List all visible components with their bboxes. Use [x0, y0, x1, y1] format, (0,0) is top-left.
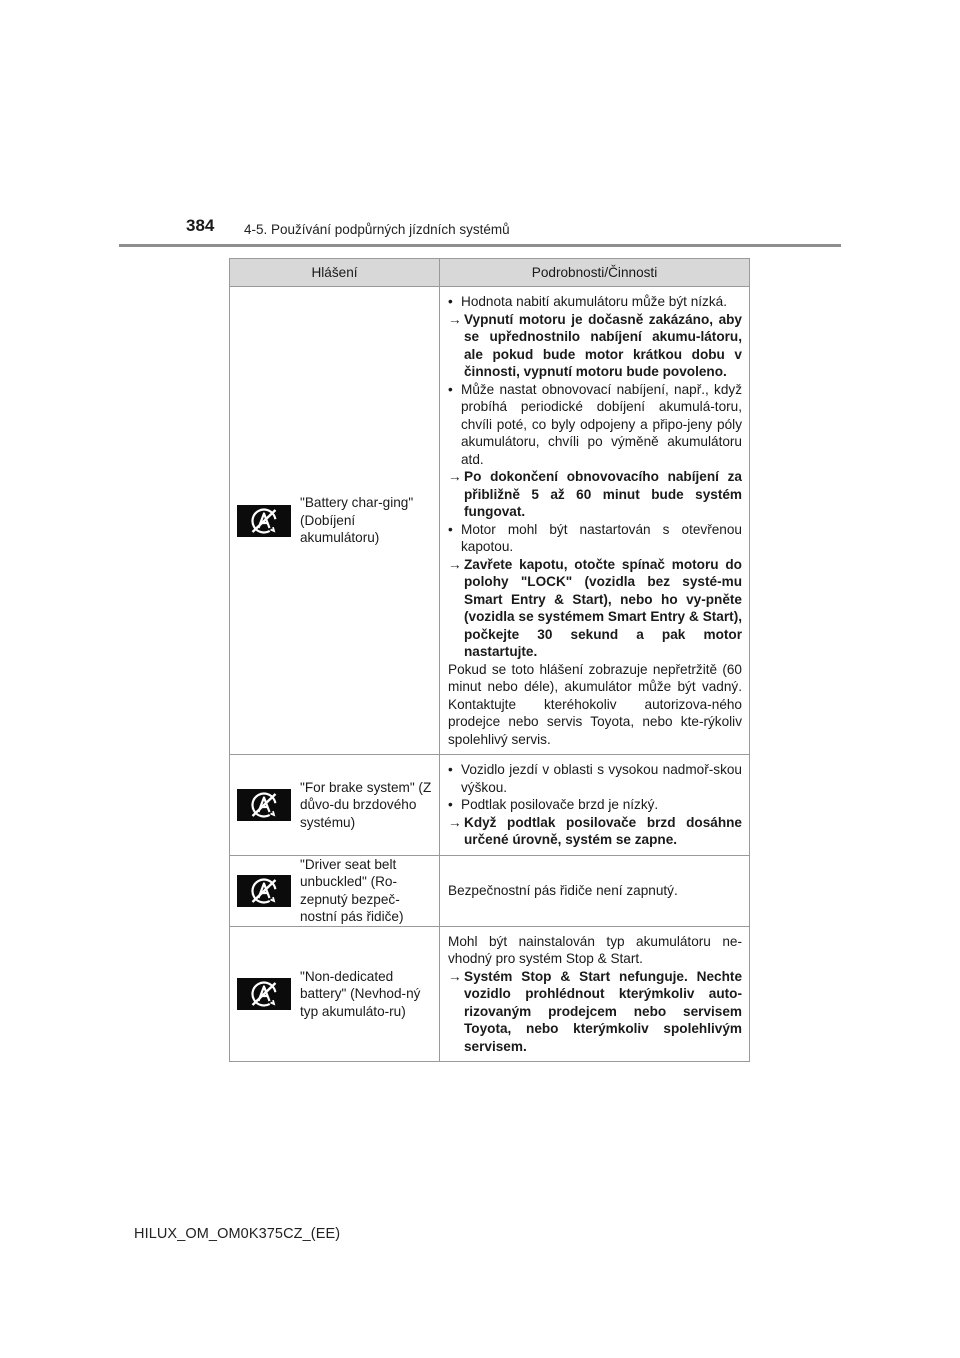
bullet-symbol: •	[448, 797, 453, 812]
page-number: 384	[186, 216, 215, 235]
detail-text: Vypnutí motoru je dočasně zakázáno, aby se upřednostnilo nabíjení akumu-látoru, ale pokud bude motor krátkou dobu v činnosti, vypnutí motoru bude povoleno.	[464, 311, 742, 379]
icon-cell	[230, 287, 294, 755]
stop-start-off-icon	[237, 789, 291, 821]
detail-text: Po dokončení obnovovacího nabíjení za přibližně 5 až 60 minut bude systém fungovat.	[464, 469, 742, 519]
table-row	[230, 287, 750, 755]
bullet-item	[448, 381, 742, 469]
details-cell	[440, 926, 750, 1062]
bullet-item	[448, 293, 742, 311]
details-cell	[440, 855, 750, 926]
bullet-symbol: •	[448, 294, 453, 309]
arrow-symbol: →	[448, 814, 462, 830]
table-header-row	[230, 259, 750, 287]
stop-start-off-icon	[237, 978, 291, 1010]
detail-text: Motor mohl být nastartován s otevřenou kapotou.	[461, 521, 742, 554]
table-row	[230, 755, 750, 856]
column-header-messages: Hlášení	[230, 259, 440, 287]
detail-text: Zavřete kapotu, otočte spínač motoru do polohy "LOCK" (vozidla bez systé-mu Smart Entry & Start), nebo ho vy-pněte (vozidla se systémem Smart Entry & Start), počkejte 30 sekund a pak motor nastartujte.	[464, 556, 742, 659]
arrow-symbol: →	[448, 968, 462, 984]
table-row	[230, 855, 750, 926]
detail-paragraph	[448, 933, 742, 968]
header-rule	[119, 244, 841, 247]
details-cell	[440, 287, 750, 755]
arrow-symbol: →	[448, 469, 462, 484]
detail-text: Podtlak posilovače brzd je nízký.	[461, 797, 659, 812]
detail-text: Může nastat obnovovací nabíjení, např., když probíhá periodické dobíjení akumulá-toru, chvíli poté, co byly odpojeny a připo-jeny póly akumulátoru, chvíli po výměně akumulátoru atd.	[461, 381, 742, 467]
arrow-symbol: →	[448, 311, 462, 327]
document-code: HILUX_OM_OM0K375CZ_(EE)	[134, 1226, 341, 1242]
icon-cell	[230, 926, 294, 1062]
messages-table	[229, 258, 750, 1062]
bullet-item	[448, 761, 742, 796]
bullet-symbol: •	[448, 762, 453, 777]
action-item	[448, 556, 742, 661]
section-title: 4-5. Používání podpůrných jízdních systémů	[244, 222, 510, 237]
action-item	[448, 968, 742, 1056]
detail-text: Bezpečnostní pás řidiče není zapnutý.	[448, 882, 678, 898]
message-label: "Driver seat belt unbuckled" (Ro-zepnutý bezpeč-nostní pás řidiče)	[293, 855, 440, 926]
stop-start-off-icon	[237, 875, 291, 907]
detail-text: Když podtlak posilovače brzd dosáhne určené úrovně, systém se zapne.	[464, 814, 742, 847]
action-item	[448, 311, 742, 381]
message-label: "For brake system" (Z důvo-du brzdového systému)	[293, 755, 440, 856]
message-label: "Non-dedicated battery" (Nevhod-ný typ akumuláto-ru)	[293, 926, 440, 1062]
action-item	[448, 468, 742, 521]
bullet-symbol: •	[448, 381, 453, 397]
stop-start-off-icon	[237, 505, 291, 537]
column-header-details: Podrobnosti/Činnosti	[440, 259, 750, 287]
detail-text: Vozidlo jezdí v oblasti s vysokou nadmoř-skou výškou.	[461, 762, 742, 795]
bullet-symbol: •	[448, 521, 453, 537]
message-label: "Battery char-ging" (Dobíjení akumulátoru)	[293, 287, 440, 755]
arrow-symbol: →	[448, 556, 462, 572]
details-cell	[440, 755, 750, 856]
icon-cell	[230, 755, 294, 856]
icon-cell	[230, 855, 294, 926]
detail-text: Mohl být nainstalován typ akumulátoru ne-vhodný pro systém Stop & Start.	[448, 933, 742, 966]
action-item	[448, 814, 742, 849]
detail-text: Systém Stop & Start nefunguje. Nechte vozidlo prohlédnout kterýmkoliv auto-rizovaným prodejcem nebo servisem Toyota, nebo kterýmkoliv spolehlivým servisem.	[464, 968, 742, 1054]
detail-paragraph	[448, 882, 742, 900]
detail-text: Pokud se toto hlášení zobrazuje nepřetržitě (60 minut nebo déle), akumulátor může být vadný. Kontaktujte kteréhokoliv autorizova-ného prodejce nebo servis Toyota, nebo kte-rýkoliv spolehlivý servis.	[448, 661, 742, 747]
table-row	[230, 926, 750, 1062]
detail-paragraph	[448, 661, 742, 749]
bullet-item	[448, 521, 742, 556]
detail-text: Hodnota nabití akumulátoru může být nízká.	[461, 294, 727, 309]
bullet-item	[448, 796, 742, 814]
